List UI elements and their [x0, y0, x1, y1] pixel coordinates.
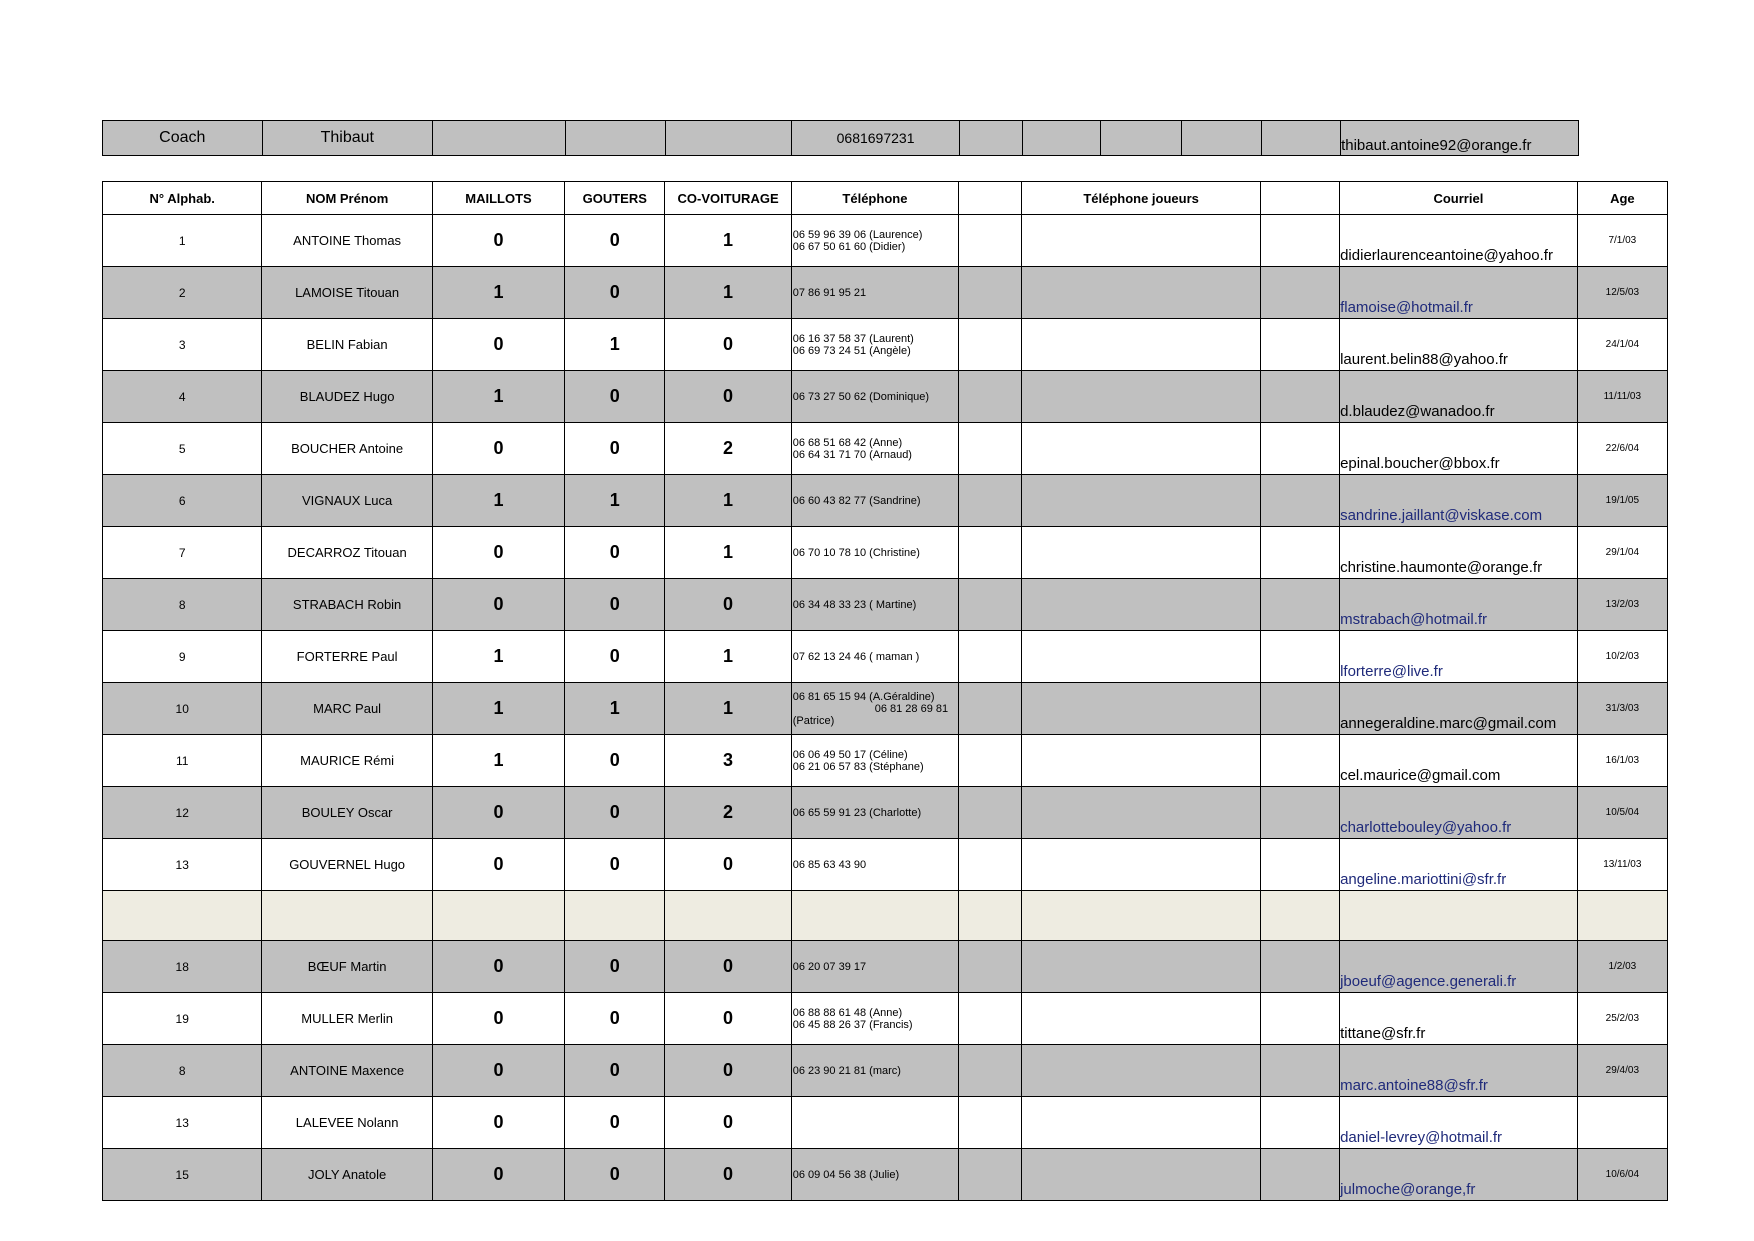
player-covoiturage: 1	[665, 475, 791, 527]
player-email[interactable]: julmoche@orange,fr	[1340, 1149, 1578, 1201]
player-covoiturage: 0	[665, 579, 791, 631]
player-covoiturage: 0	[665, 1097, 791, 1149]
player-email[interactable]: daniel-levrey@hotmail.fr	[1340, 1097, 1578, 1149]
phone-line-2: 06 69 73 24 51 (Angèle)	[792, 344, 911, 357]
player-tel-joueur	[1022, 1045, 1261, 1097]
player-maillots: 0	[432, 527, 564, 579]
header-num: N° Alphab.	[103, 182, 262, 215]
player-maillots: 0	[432, 579, 564, 631]
player-covoiturage: 1	[665, 683, 791, 735]
player-gouters: 0	[565, 215, 665, 267]
player-num: 12	[103, 787, 262, 839]
player-tel-joueur	[1022, 423, 1261, 475]
header-telephone: Téléphone	[791, 182, 958, 215]
phone-line-1: 06 06 49 50 17 (Céline)	[792, 748, 908, 761]
player-gouters: 0	[565, 941, 665, 993]
phone-line-1: 06 70 10 78 10 (Christine)	[792, 546, 920, 559]
player-row	[103, 475, 1668, 527]
player-email[interactable]: laurent.belin88@yahoo.fr	[1340, 319, 1578, 371]
phone-line-1: 07 86 91 95 21	[792, 286, 867, 299]
player-maillots: 0	[432, 423, 564, 475]
player-covoiturage: 0	[665, 941, 791, 993]
player-gouters: 0	[565, 371, 665, 423]
player-gouters: 0	[565, 423, 665, 475]
player-age: 29/1/04	[1577, 527, 1667, 579]
phone-line-1: 06 34 48 33 23 ( Martine)	[792, 598, 917, 611]
player-name: DECARROZ Titouan	[262, 527, 432, 579]
phone-line-2: 06 67 50 61 60 (Didier)	[792, 240, 906, 253]
player-row	[103, 1045, 1668, 1097]
player-name: STRABACH Robin	[262, 579, 432, 631]
player-age: 24/1/04	[1577, 319, 1667, 371]
player-maillots: 0	[432, 941, 564, 993]
player-age: 25/2/03	[1577, 993, 1667, 1045]
player-num: 19	[103, 993, 262, 1045]
phone-line-1: 06 65 59 91 23 (Charlotte)	[792, 806, 922, 819]
player-phone	[791, 475, 958, 527]
player-row	[103, 1097, 1668, 1149]
player-row	[103, 267, 1668, 319]
player-age: 31/3/03	[1577, 683, 1667, 735]
player-maillots: 1	[432, 475, 564, 527]
player-tel-joueur	[1022, 475, 1261, 527]
player-name: BOUCHER Antoine	[262, 423, 432, 475]
player-email[interactable]: epinal.boucher@bbox.fr	[1340, 423, 1578, 475]
player-tel-joueur	[1022, 215, 1261, 267]
player-age: 13/2/03	[1577, 579, 1667, 631]
player-gouters: 0	[565, 579, 665, 631]
player-tel-joueur	[1022, 683, 1261, 735]
player-tel-joueur	[1022, 941, 1261, 993]
player-name: FORTERRE Paul	[262, 631, 432, 683]
player-covoiturage: 2	[665, 787, 791, 839]
player-name: BELIN Fabian	[262, 319, 432, 371]
player-row	[103, 735, 1668, 787]
player-gouters: 1	[565, 683, 665, 735]
player-covoiturage: 2	[665, 423, 791, 475]
player-tel-joueur	[1022, 1097, 1261, 1149]
player-email[interactable]: angeline.mariottini@sfr.fr	[1340, 839, 1578, 891]
player-name: LALEVEE Nolann	[262, 1097, 432, 1149]
player-row	[103, 215, 1668, 267]
player-email[interactable]: mstrabach@hotmail.fr	[1340, 579, 1578, 631]
header-covoiturage: CO-VOITURAGE	[665, 182, 791, 215]
player-name: LAMOISE Titouan	[262, 267, 432, 319]
player-phone	[791, 1045, 958, 1097]
player-phone	[791, 319, 958, 371]
player-maillots: 0	[432, 319, 564, 371]
player-phone	[791, 631, 958, 683]
player-name: BŒUF Martin	[262, 941, 432, 993]
player-num: 6	[103, 475, 262, 527]
player-email[interactable]: christine.haumonte@orange.fr	[1340, 527, 1578, 579]
phone-line-1: 06 60 43 82 77 (Sandrine)	[792, 494, 921, 507]
player-tel-joueur	[1022, 267, 1261, 319]
player-tel-joueur	[1022, 527, 1261, 579]
player-row	[103, 683, 1668, 735]
player-gouters: 0	[565, 839, 665, 891]
player-email[interactable]: didierlaurenceantoine@yahoo.fr	[1340, 215, 1578, 267]
player-row	[103, 787, 1668, 839]
player-phone	[791, 527, 958, 579]
player-covoiturage: 3	[665, 735, 791, 787]
phone-line-1: 06 68 51 68 42 (Anne)	[792, 436, 903, 449]
phone-line-1: 06 73 27 50 62 (Dominique)	[792, 390, 930, 403]
player-phone	[791, 267, 958, 319]
player-maillots: 1	[432, 735, 564, 787]
player-row	[103, 579, 1668, 631]
player-row	[103, 527, 1668, 579]
player-gouters: 1	[565, 475, 665, 527]
coach-phone: 0681697231	[792, 121, 960, 156]
player-name: MULLER Merlin	[262, 993, 432, 1045]
player-maillots: 1	[432, 683, 564, 735]
player-name: BLAUDEZ Hugo	[262, 371, 432, 423]
coach-row	[103, 121, 1579, 156]
player-num: 8	[103, 579, 262, 631]
player-age: 10/6/04	[1577, 1149, 1667, 1201]
phone-line-3: (Patrice)	[792, 714, 835, 727]
header-courriel: Courriel	[1340, 182, 1578, 215]
player-covoiturage: 1	[665, 267, 791, 319]
player-age: 16/1/03	[1577, 735, 1667, 787]
player-row	[103, 371, 1668, 423]
player-tel-joueur	[1022, 993, 1261, 1045]
player-phone	[791, 1097, 958, 1149]
player-maillots: 1	[432, 371, 564, 423]
phone-line-1: 06 09 04 56 38 (Julie)	[792, 1168, 900, 1181]
player-tel-joueur	[1022, 735, 1261, 787]
phone-line-1: 06 88 88 61 48 (Anne)	[792, 1006, 903, 1019]
player-email[interactable]: d.blaudez@wanadoo.fr	[1340, 371, 1578, 423]
player-age	[1577, 1097, 1667, 1149]
player-gouters: 0	[565, 267, 665, 319]
player-num: 13	[103, 1097, 262, 1149]
player-name: ANTOINE Maxence	[262, 1045, 432, 1097]
player-num: 15	[103, 1149, 262, 1201]
roster-table	[102, 181, 1668, 1201]
header-gouters: GOUTERS	[565, 182, 665, 215]
player-tel-joueur	[1022, 579, 1261, 631]
player-age: 7/1/03	[1577, 215, 1667, 267]
player-email[interactable]: jboeuf@agence.generali.fr	[1340, 941, 1578, 993]
player-gouters: 0	[565, 993, 665, 1045]
player-phone	[791, 941, 958, 993]
player-name: GOUVERNEL Hugo	[262, 839, 432, 891]
player-phone	[791, 215, 958, 267]
player-num: 3	[103, 319, 262, 371]
player-row	[103, 319, 1668, 371]
player-maillots: 0	[432, 1097, 564, 1149]
phone-line-1: 06 59 96 39 06 (Laurence)	[792, 228, 923, 241]
player-tel-joueur	[1022, 839, 1261, 891]
phone-line-1: 06 81 65 15 94 (A.Géraldine)	[792, 690, 935, 703]
player-email[interactable]: annegeraldine.marc@gmail.com	[1340, 683, 1578, 735]
player-num: 7	[103, 527, 262, 579]
player-maillots: 0	[432, 993, 564, 1045]
player-age: 13/11/03	[1577, 839, 1667, 891]
player-covoiturage: 0	[665, 371, 791, 423]
player-covoiturage: 0	[665, 993, 791, 1045]
player-age: 29/4/03	[1577, 1045, 1667, 1097]
player-maillots: 0	[432, 787, 564, 839]
player-gouters: 0	[565, 631, 665, 683]
player-age: 1/2/03	[1577, 941, 1667, 993]
player-gouters: 0	[565, 1149, 665, 1201]
player-gouters: 0	[565, 1097, 665, 1149]
player-covoiturage: 1	[665, 631, 791, 683]
phone-line-2: 06 81 28 69 81	[874, 702, 949, 715]
player-row	[103, 941, 1668, 993]
player-age: 10/2/03	[1577, 631, 1667, 683]
player-num: 11	[103, 735, 262, 787]
player-phone	[791, 1149, 958, 1201]
coach-role: Coach	[103, 121, 263, 156]
phone-line-2: 06 45 88 26 37 (Francis)	[792, 1018, 913, 1031]
player-email[interactable]: charlottebouley@yahoo.fr	[1340, 787, 1578, 839]
player-num: 9	[103, 631, 262, 683]
header-maillots: MAILLOTS	[432, 182, 564, 215]
phone-line-1: 07 62 13 24 46 ( maman )	[792, 650, 920, 663]
player-maillots: 1	[432, 267, 564, 319]
player-row	[103, 1149, 1668, 1201]
player-phone	[791, 735, 958, 787]
player-row	[103, 993, 1668, 1045]
player-num: 1	[103, 215, 262, 267]
player-email[interactable]: tittane@sfr.fr	[1340, 993, 1578, 1045]
header-row	[103, 182, 1668, 215]
player-row	[103, 423, 1668, 475]
player-covoiturage: 0	[665, 1149, 791, 1201]
phone-line-1: 06 85 63 43 90	[792, 858, 867, 871]
blank-row	[103, 891, 1668, 941]
player-age: 10/5/04	[1577, 787, 1667, 839]
player-phone	[791, 993, 958, 1045]
player-name: BOULEY Oscar	[262, 787, 432, 839]
player-num: 18	[103, 941, 262, 993]
player-age: 19/1/05	[1577, 475, 1667, 527]
player-num: 10	[103, 683, 262, 735]
player-email[interactable]: lforterre@live.fr	[1340, 631, 1578, 683]
player-covoiturage: 1	[665, 215, 791, 267]
player-name: JOLY Anatole	[262, 1149, 432, 1201]
player-phone	[791, 371, 958, 423]
player-maillots: 0	[432, 1045, 564, 1097]
player-num: 8	[103, 1045, 262, 1097]
player-email[interactable]: flamoise@hotmail.fr	[1340, 267, 1578, 319]
phone-line-1: 06 16 37 58 37 (Laurent)	[792, 332, 914, 345]
header-tel-joueurs: Téléphone joueurs	[1022, 182, 1261, 215]
player-name: MAURICE Rémi	[262, 735, 432, 787]
player-gouters: 0	[565, 527, 665, 579]
player-num: 4	[103, 371, 262, 423]
phone-line-2: 06 64 31 71 70 (Arnaud)	[792, 448, 912, 461]
player-num: 13	[103, 839, 262, 891]
player-covoiturage: 0	[665, 1045, 791, 1097]
player-num: 2	[103, 267, 262, 319]
player-gouters: 0	[565, 735, 665, 787]
coach-table	[102, 120, 1579, 156]
header-age: Age	[1577, 182, 1667, 215]
player-phone	[791, 579, 958, 631]
player-gouters: 0	[565, 1045, 665, 1097]
player-covoiturage: 1	[665, 527, 791, 579]
coach-name: Thibaut	[262, 121, 433, 156]
player-maillots: 1	[432, 631, 564, 683]
phone-line-1: 06 20 07 39 17	[792, 960, 867, 973]
player-email[interactable]: cel.maurice@gmail.com	[1340, 735, 1578, 787]
player-tel-joueur	[1022, 319, 1261, 371]
header-name: NOM Prénom	[262, 182, 432, 215]
player-tel-joueur	[1022, 371, 1261, 423]
player-row	[103, 839, 1668, 891]
player-age: 12/5/03	[1577, 267, 1667, 319]
player-num: 5	[103, 423, 262, 475]
coach-email[interactable]: thibaut.antoine92@orange.fr	[1341, 121, 1579, 156]
player-name: VIGNAUX Luca	[262, 475, 432, 527]
player-name: MARC Paul	[262, 683, 432, 735]
player-name: ANTOINE Thomas	[262, 215, 432, 267]
phone-line-2: 06 21 06 57 83 (Stéphane)	[792, 760, 924, 773]
player-email[interactable]: marc.antoine88@sfr.fr	[1340, 1045, 1578, 1097]
player-phone	[791, 683, 958, 735]
player-covoiturage: 0	[665, 319, 791, 371]
player-maillots: 0	[432, 839, 564, 891]
player-tel-joueur	[1022, 631, 1261, 683]
player-age: 22/6/04	[1577, 423, 1667, 475]
player-phone	[791, 787, 958, 839]
player-covoiturage: 0	[665, 839, 791, 891]
player-email[interactable]: sandrine.jaillant@viskase.com	[1340, 475, 1578, 527]
player-maillots: 0	[432, 1149, 564, 1201]
player-row	[103, 631, 1668, 683]
player-tel-joueur	[1022, 787, 1261, 839]
player-age: 11/11/03	[1577, 371, 1667, 423]
player-phone	[791, 423, 958, 475]
phone-line-1: 06 23 90 21 81 (marc)	[792, 1064, 901, 1077]
player-gouters: 0	[565, 787, 665, 839]
player-phone	[791, 839, 958, 891]
player-tel-joueur	[1022, 1149, 1261, 1201]
player-gouters: 1	[565, 319, 665, 371]
player-maillots: 0	[432, 215, 564, 267]
